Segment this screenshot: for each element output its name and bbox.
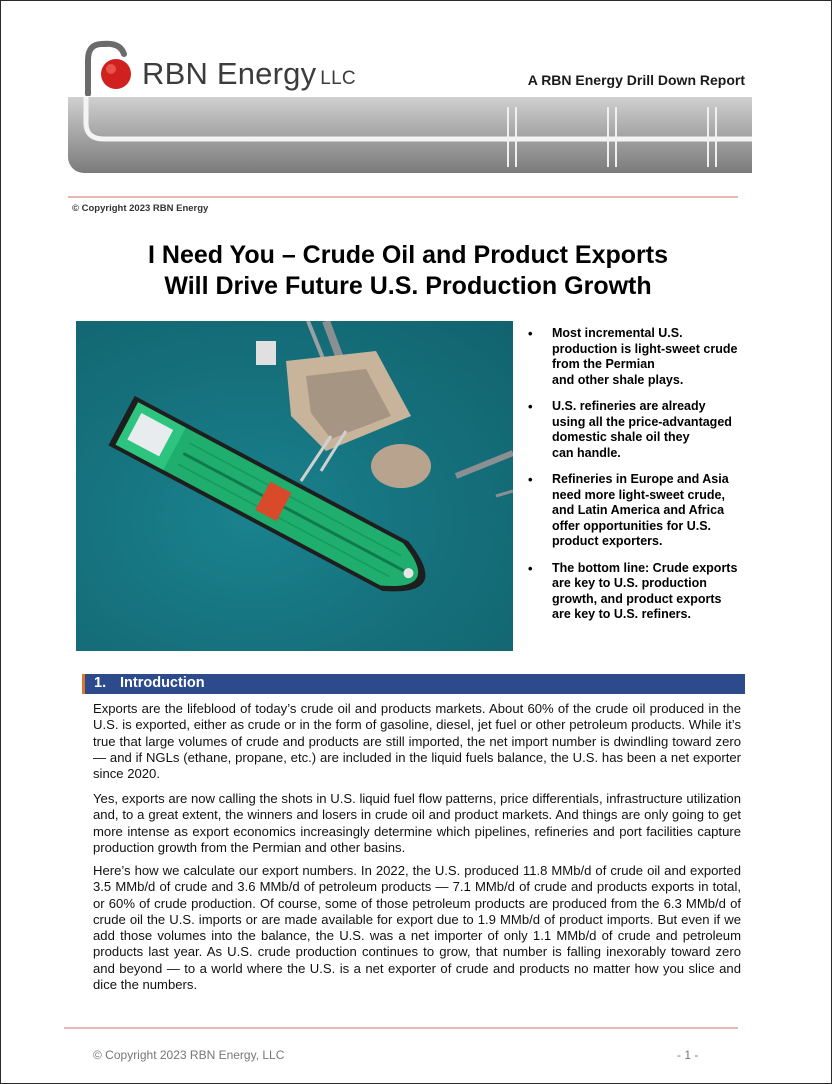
rbn-logo-mark-icon [80, 40, 140, 96]
title-line-2: Will Drive Future U.S. Production Growth [164, 272, 652, 300]
rbn-logo [80, 40, 356, 100]
page-title [60, 240, 756, 302]
title-line-1: I Need You – Crude Oil and Product Exports [148, 241, 668, 269]
page-number: - 1 - [677, 1048, 699, 1062]
section-title: Introduction [120, 675, 205, 691]
key-point: • The bottom line: Crude exports are key to U.S. production growth, and product exports are key to U.S. refiners. [528, 561, 760, 623]
report-label: A RBN Energy Drill Down Report [527, 72, 745, 88]
header-banner [68, 97, 752, 173]
header-rule [68, 196, 738, 198]
section-heading-introduction [82, 674, 745, 694]
footer-copyright: © Copyright 2023 RBN Energy, LLC [93, 1048, 285, 1062]
tanker-photo [76, 321, 513, 651]
pipe-graphic-icon [68, 97, 752, 173]
header-copyright: © Copyright 2023 RBN Energy [72, 203, 209, 214]
key-point: • Refineries in Europe and Asia need more light-sweet crude, and Latin America and Africa offer opportunities for U.S. product exporters. [528, 472, 760, 550]
section-number: 1. [94, 675, 107, 691]
footer-rule [64, 1027, 738, 1029]
key-points-list [528, 326, 760, 634]
tanker-ship-icon [76, 321, 513, 651]
brand-name: RBN Energy LLC [142, 56, 356, 91]
body-paragraph: Here’s how we calculate our export numbers. In 2022, the U.S. produced 11.8 MMb/d of crude oil and exported 3.5 MMb/d of crude and 3.6 MMb/d of petroleum products — 7.1 MMb/d of crude and products exports in total, or 60% of crude production. Of course, some of those petroleum products are produced from the 6.3 MMb/d of crude oil the U.S. imports or are made available for export due to 1.9 MMb/d of product imports. But even if we add those volumes into the balance, the U.S. was a net importer of only 1.1 MMb/d of crude and petroleum products last year. As U.S. crude production continues to grow, that number is falling inexorably toward zero and beyond — to a world where the U.S. is a net exporter of crude and products no matter how you slice and dice the numbers. [93, 863, 741, 993]
body-paragraph: Yes, exports are now calling the shots in U.S. liquid fuel flow patterns, price differentials, infrastructure utilization and, to a great extent, the winners and losers in crude oil and product markets. And things are only going to get more intense as export economics increasingly determine which pipelines, refineries and port facilities capture production growth from the Permian and other basins. [93, 791, 741, 855]
key-point: • Most incremental U.S. production is light-sweet crude from the Permian and other shale plays. [528, 326, 760, 388]
brand-suffix: LLC [320, 68, 356, 89]
body-paragraph: Exports are the lifeblood of today’s crude oil and products markets. About 60% of the crude oil produced in the U.S. is exported, either as crude or in the form of gasoline, diesel, jet fuel or other petroleum products. While it’s true that large volumes of crude and products are still imported, the net import number is dwindling toward zero — and if NGLs (ethane, propane, etc.) are included in the liquid fuels balance, the U.S. has been a net exporter since 2020. [93, 701, 741, 782]
key-point: • U.S. refineries are already using all the price-advantaged domestic shale oil they can handle. [528, 399, 760, 461]
